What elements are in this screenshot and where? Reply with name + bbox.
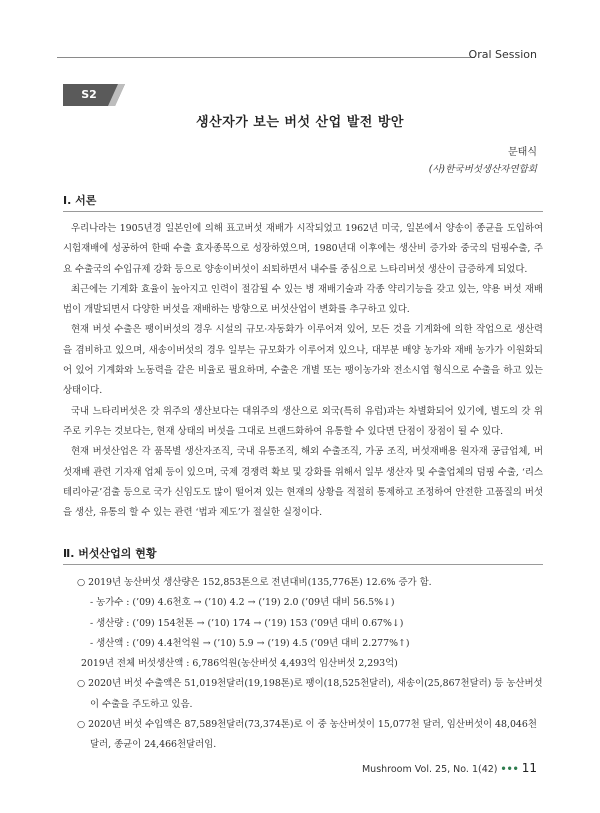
author-name: 문태식 bbox=[508, 147, 537, 158]
page-title: 생산자가 보는 버섯 산업 발전 방안 bbox=[196, 115, 404, 130]
header-rule bbox=[57, 57, 475, 58]
paragraph: 국내 느타리버섯은 갓 위주의 생산보다는 대위주의 생산으로 외국(특히 유럽)과는 차별화되어 있기에, 별도의 갓 위주로 키우는 것보다는, 현재 상태의 버섯을 그대로 브랜드화하여 유통할 수 있다면 단점이 장점이 될 수 있다. bbox=[63, 405, 543, 437]
badge-label: S2 bbox=[81, 88, 97, 101]
sub-list-item: - 생산액 : (’09) 4.4천억원 → (’10) 5.9 → (’19) 4.5 (’09년 대비 2.277%↑) bbox=[90, 637, 410, 649]
paragraph: 최근에는 기계화 효율이 높아지고 인력이 절감될 수 있는 병 재배기술과 각종 약리기능을 갖고 있는, 약용 버섯 재배법이 개발되면서 다양한 버섯을 재배하는 방향으로 버섯산업이 변화를 추구하고 있다. bbox=[63, 283, 543, 316]
author-affiliation: (사)한국버섯생산자연합회 bbox=[428, 164, 537, 175]
page-number: 11 bbox=[521, 761, 537, 775]
journal-citation: Mushroom Vol. 25, No. 1(42) bbox=[361, 764, 498, 775]
section-badge bbox=[63, 84, 125, 106]
paragraph: 현재 버섯산업은 각 품목별 생산자조직, 국내 유통조직, 해외 수출조직, 가공 조직, 버섯재배용 원자재 공급업체, 버섯재배 관련 기자재 업체 등이 있으며, 국제 경쟁력 확보 및 강화를 위해서 일부 생산자 및 수출업체의 덤핑 수출, ‘리스테리아균’검출 등으로 국가 신임도도 많이 떨어져 있는 현재의 상황을 적절히 통제하고 조정하여 안전한 고품질의 버섯을 생산, 유통의 할 수 있는 관련 ‘법과 제도’가 절실한 실정이다. bbox=[63, 446, 543, 519]
introduction-body bbox=[63, 219, 543, 523]
list-note: 2019년 전체 버섯생산액 : 6,786억원(농산버섯 4,493억 임산버섯 2,293억) bbox=[81, 658, 398, 670]
paragraph: 우리나라는 1905년경 일본인에 의해 표고버섯 재배가 시작되었고 1962년 미국, 일본에서 양송이 종균을 도입하여 시험재배에 성공하여 한때 수출 효자종목으로 성장하였으며, 1980년대 이후에는 생산비 증가와 중국의 덤핑수출, 주요 수출국의 수입규제 강화 등으로 양송이버섯이 쇠퇴하면서 내수를 중심으로 느타리버섯 생산이 급증하게 되었다. bbox=[63, 223, 543, 275]
footer-dots: ••• bbox=[500, 764, 519, 775]
page-footer bbox=[362, 761, 537, 775]
list-item: ○ 2019년 농산버섯 생산량은 152,853톤으로 전년대비(135,776톤) 12.6% 증가 함. bbox=[77, 577, 432, 588]
list-item: ○ 2020년 버섯 수입액은 87,589천달러(73,374톤)로 이 중 농산버섯이 15,077천 달러, 임산버섯이 48,046천달러, 종균이 24,466천달러임. bbox=[77, 719, 537, 751]
section-heading-introduction: Ⅰ. 서론 bbox=[63, 192, 543, 212]
paragraph: 현재 버섯 수출은 팽이버섯의 경우 시설의 규모·자동화가 이루어져 있어, 모든 것을 기계화에 의한 작업으로 생산력을 겸비하고 있으며, 새송이버섯의 경우 일부는 규모화가 이루어져 있으나, 대부분 배양 농가와 재배 농가가 이원화되어 있어 기계화와 노동력을 같은 비율로 필요하며, 수출은 개별 또는 팽이농가와 전소시엽 형식으로 수출을 하고 있는 상태이다. bbox=[63, 324, 543, 397]
industry-status-list bbox=[63, 573, 543, 756]
list-item: ○ 2020년 버섯 수출액은 51,019천달러(19,198톤)로 팽이(18,525천달러), 새송이(25,867천달러) 등 농산버섯이 수출을 주도하고 있음. bbox=[77, 678, 543, 710]
sub-list-item: - 농가수 : (’09) 4.6천호 → (’10) 4.2 → (’19) 2.0 (’09년 대비 56.5%↓) bbox=[90, 597, 395, 609]
session-label: Oral Session bbox=[468, 48, 537, 61]
sub-list-item: - 생산량 : (’09) 154천톤 → (’10) 174 → (’19) 153 (’09년 대비 0.67%↓) bbox=[90, 617, 404, 629]
section-heading-industry-status: Ⅱ. 버섯산업의 현황 bbox=[63, 545, 543, 565]
